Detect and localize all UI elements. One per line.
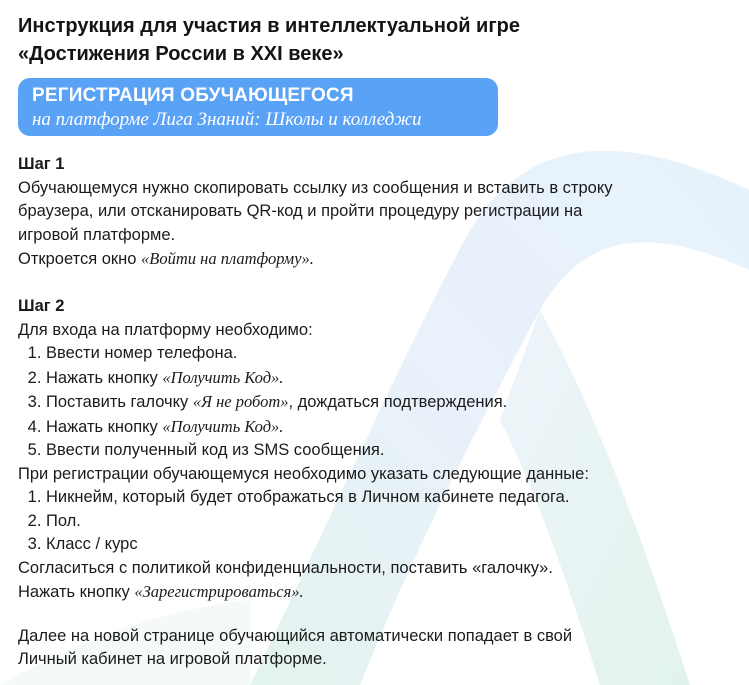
title-line-2: «Достижения России в XXI веке» bbox=[18, 43, 344, 65]
register-button-name: «Зарегистрироваться». bbox=[134, 582, 304, 601]
step-1-text-line: браузера, или отсканировать QR-код и пройти процедуру регистрации на bbox=[18, 202, 583, 220]
instruction-body bbox=[18, 153, 743, 672]
list-item-emphasis: «Я не робот» bbox=[192, 392, 289, 411]
opens-window-name: «Войти на платформу». bbox=[141, 249, 314, 268]
list-item-text: Ввести полученный код из SMS сообщения. bbox=[46, 441, 385, 459]
privacy-agreement-text: Согласиться с политикой конфиденциальности, поставить «галочку». bbox=[18, 558, 553, 577]
list-item: 2. Пол. bbox=[46, 510, 743, 534]
list-item bbox=[46, 390, 743, 415]
list-item-emphasis: «Получить Код». bbox=[162, 416, 284, 436]
list-item-text: Ввести номер телефона. bbox=[46, 344, 238, 362]
step-1-title: Шаг 1 bbox=[18, 155, 65, 173]
login-steps-list bbox=[18, 342, 743, 463]
banner-subheading: на платформе Лига Знаний: Школы и колледжи bbox=[32, 109, 422, 130]
opens-prefix: Откроется окно bbox=[18, 250, 142, 268]
list-item-emphasis: «Получить Код». bbox=[162, 367, 284, 387]
list-item-text: Нажать кнопку bbox=[46, 417, 163, 436]
banner-heading: РЕГИСТРАЦИЯ ОБУЧАЮЩЕГОСЯ bbox=[32, 85, 354, 106]
press-prefix: Нажать кнопку bbox=[18, 583, 135, 601]
registration-banner bbox=[18, 78, 498, 136]
spacer bbox=[18, 605, 743, 625]
list-item bbox=[46, 342, 743, 366]
step-1-text-line: Обучающемуся нужно скопировать ссылку из сообщения и вставить в строку bbox=[18, 178, 613, 197]
list-item-text: Нажать кнопку bbox=[46, 368, 163, 387]
registration-fields-list bbox=[18, 486, 743, 557]
page-title bbox=[18, 12, 520, 68]
step-1-section bbox=[18, 153, 743, 272]
step-1-text-line: игровой платформе. bbox=[18, 225, 176, 244]
step-2-section bbox=[18, 295, 743, 605]
list-item: 1. Никнейм, который будет отображаться в Личном кабинете педагога. bbox=[46, 486, 743, 510]
step-2-intro: Для входа на платформу необходимо: bbox=[18, 320, 313, 339]
step-2-title: Шаг 2 bbox=[18, 297, 65, 315]
list-item bbox=[46, 366, 743, 391]
press-register-text bbox=[18, 580, 743, 605]
footer-line: Личный кабинет на игровой платформе. bbox=[18, 650, 327, 668]
footer-section bbox=[18, 625, 743, 672]
step-1-opens-window bbox=[18, 247, 743, 272]
list-item bbox=[46, 415, 743, 440]
registration-data-intro: При регистрации обучающемуся необходимо указать следующие данные: bbox=[18, 464, 589, 483]
footer-line: Далее на новой странице обучающийся автоматически попадает в свой bbox=[18, 626, 573, 645]
list-item: 3. Класс / курс bbox=[46, 533, 743, 557]
list-item-text: Поставить галочку bbox=[46, 393, 193, 411]
spacer bbox=[18, 272, 743, 296]
list-item-after: , дождаться подтверждения. bbox=[288, 393, 508, 411]
list-item bbox=[46, 439, 743, 463]
title-line-1: Инструкция для участия в интеллектуальной игре bbox=[18, 15, 521, 37]
